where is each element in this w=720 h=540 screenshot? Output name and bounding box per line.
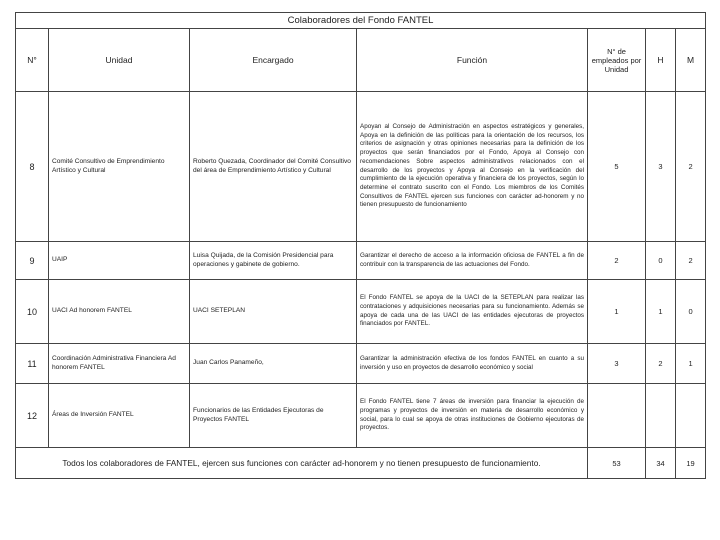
row-empleados: 1: [588, 280, 646, 344]
row-funcion: Garantizar el derecho de acceso a la información oficiosa de FANTEL a fin de contribuir con la transparencia de las actuaciones del Fondo.: [357, 242, 588, 280]
row-h: [646, 384, 676, 448]
row-h: 0: [646, 242, 676, 280]
row-m: [676, 384, 706, 448]
row-empleados: 2: [588, 242, 646, 280]
row-empleados: [588, 384, 646, 448]
row-m: 2: [676, 92, 706, 242]
row-empleados: 3: [588, 344, 646, 384]
footer-total: 53: [588, 448, 646, 479]
table-row: [16, 344, 706, 384]
row-unidad: UACI Ad honorem FANTEL: [49, 280, 190, 344]
row-encargado: UACI SETEPLAN: [190, 280, 357, 344]
header-h: H: [646, 29, 676, 92]
row-unidad: Comité Consultivo de Emprendimiento Artístico y Cultural: [49, 92, 190, 242]
row-unidad: Áreas de Inversión FANTEL: [49, 384, 190, 448]
row-m: 1: [676, 344, 706, 384]
table-row: [16, 280, 706, 344]
table-row: [16, 242, 706, 280]
row-encargado: Roberto Quezada, Coordinador del Comité Consultivo del área de Emprendimiento Artístico y Cultural: [190, 92, 357, 242]
row-funcion: Garantizar la administración efectiva de los fondos FANTEL en cuanto a su inversión y uso en proyectos de desarrollo económico y social: [357, 344, 588, 384]
header-empleados: N° de empleados por Unidad: [588, 29, 646, 92]
row-no: 10: [16, 280, 49, 344]
row-h: 2: [646, 344, 676, 384]
row-encargado: Funcionarios de las Entidades Ejecutoras de Proyectos FANTEL: [190, 384, 357, 448]
header-encargado: Encargado: [190, 29, 357, 92]
row-empleados: 5: [588, 92, 646, 242]
row-no: 11: [16, 344, 49, 384]
header-row: [16, 29, 706, 92]
collaborators-table: [15, 12, 706, 479]
row-encargado: Luisa Quijada, de la Comisión Presidencial para operaciones y gabinete de gobierno.: [190, 242, 357, 280]
row-m: 0: [676, 280, 706, 344]
header-no: N°: [16, 29, 49, 92]
footer-h: 34: [646, 448, 676, 479]
row-funcion: El Fondo FANTEL tiene 7 áreas de inversión para financiar la ejecución de programas y proyectos de inversión en materia de desarrollo económico y social, para lo cual se apoya de otras instituciones de Gobierno ejecutoras de proyectos.: [357, 384, 588, 448]
row-funcion: Apoyan al Consejo de Administración en aspectos estratégicos y generales, Apoya en la definición de las políticas para la orientación de los recursos, los criterios de asignación y otras opiniones necesarias para la definición de los proyectos que serán financiados por el Fondo, Apoya al Consejo con recomendaciones Sobre aspectos administrativos relacionados con el desarrollo de los proyectos y Apoya al Consejo en la verificación del cumplimiento de la ejecución operativa y financiera de los proyectos, según lo determine el contrato suscrito con el Fondo. Los miembros de los Comités Consultivos de FANTEL ejercen sus funciones con carácter ad-honorem y no tienen presupuesto de funcionamiento: [357, 92, 588, 242]
header-m: M: [676, 29, 706, 92]
row-unidad: UAIP: [49, 242, 190, 280]
header-funcion: Función: [357, 29, 588, 92]
footer-note: Todos los colaboradores de FANTEL, ejercen sus funciones con carácter ad-honorem y no tienen presupuesto de funcionamiento.: [16, 448, 588, 479]
row-h: 3: [646, 92, 676, 242]
row-unidad: Coordinación Administrativa Financiera Ad honorem FANTEL: [49, 344, 190, 384]
row-funcion: El Fondo FANTEL se apoya de la UACI de la SETEPLAN para realizar las contrataciones y adquisiciones necesarias para su funcionamiento. Además se apoya de cada una de las UACI de las entidades ejecutoras de proyectos financiados por FANTEL.: [357, 280, 588, 344]
table-row: [16, 92, 706, 242]
header-unidad: Unidad: [49, 29, 190, 92]
table-row: [16, 384, 706, 448]
table-title: Colaboradores del Fondo FANTEL: [16, 13, 706, 29]
row-h: 1: [646, 280, 676, 344]
footer-row: [16, 448, 706, 479]
row-no: 8: [16, 92, 49, 242]
row-no: 12: [16, 384, 49, 448]
row-no: 9: [16, 242, 49, 280]
row-encargado: Juan Carlos Panameño,: [190, 344, 357, 384]
row-m: 2: [676, 242, 706, 280]
footer-m: 19: [676, 448, 706, 479]
